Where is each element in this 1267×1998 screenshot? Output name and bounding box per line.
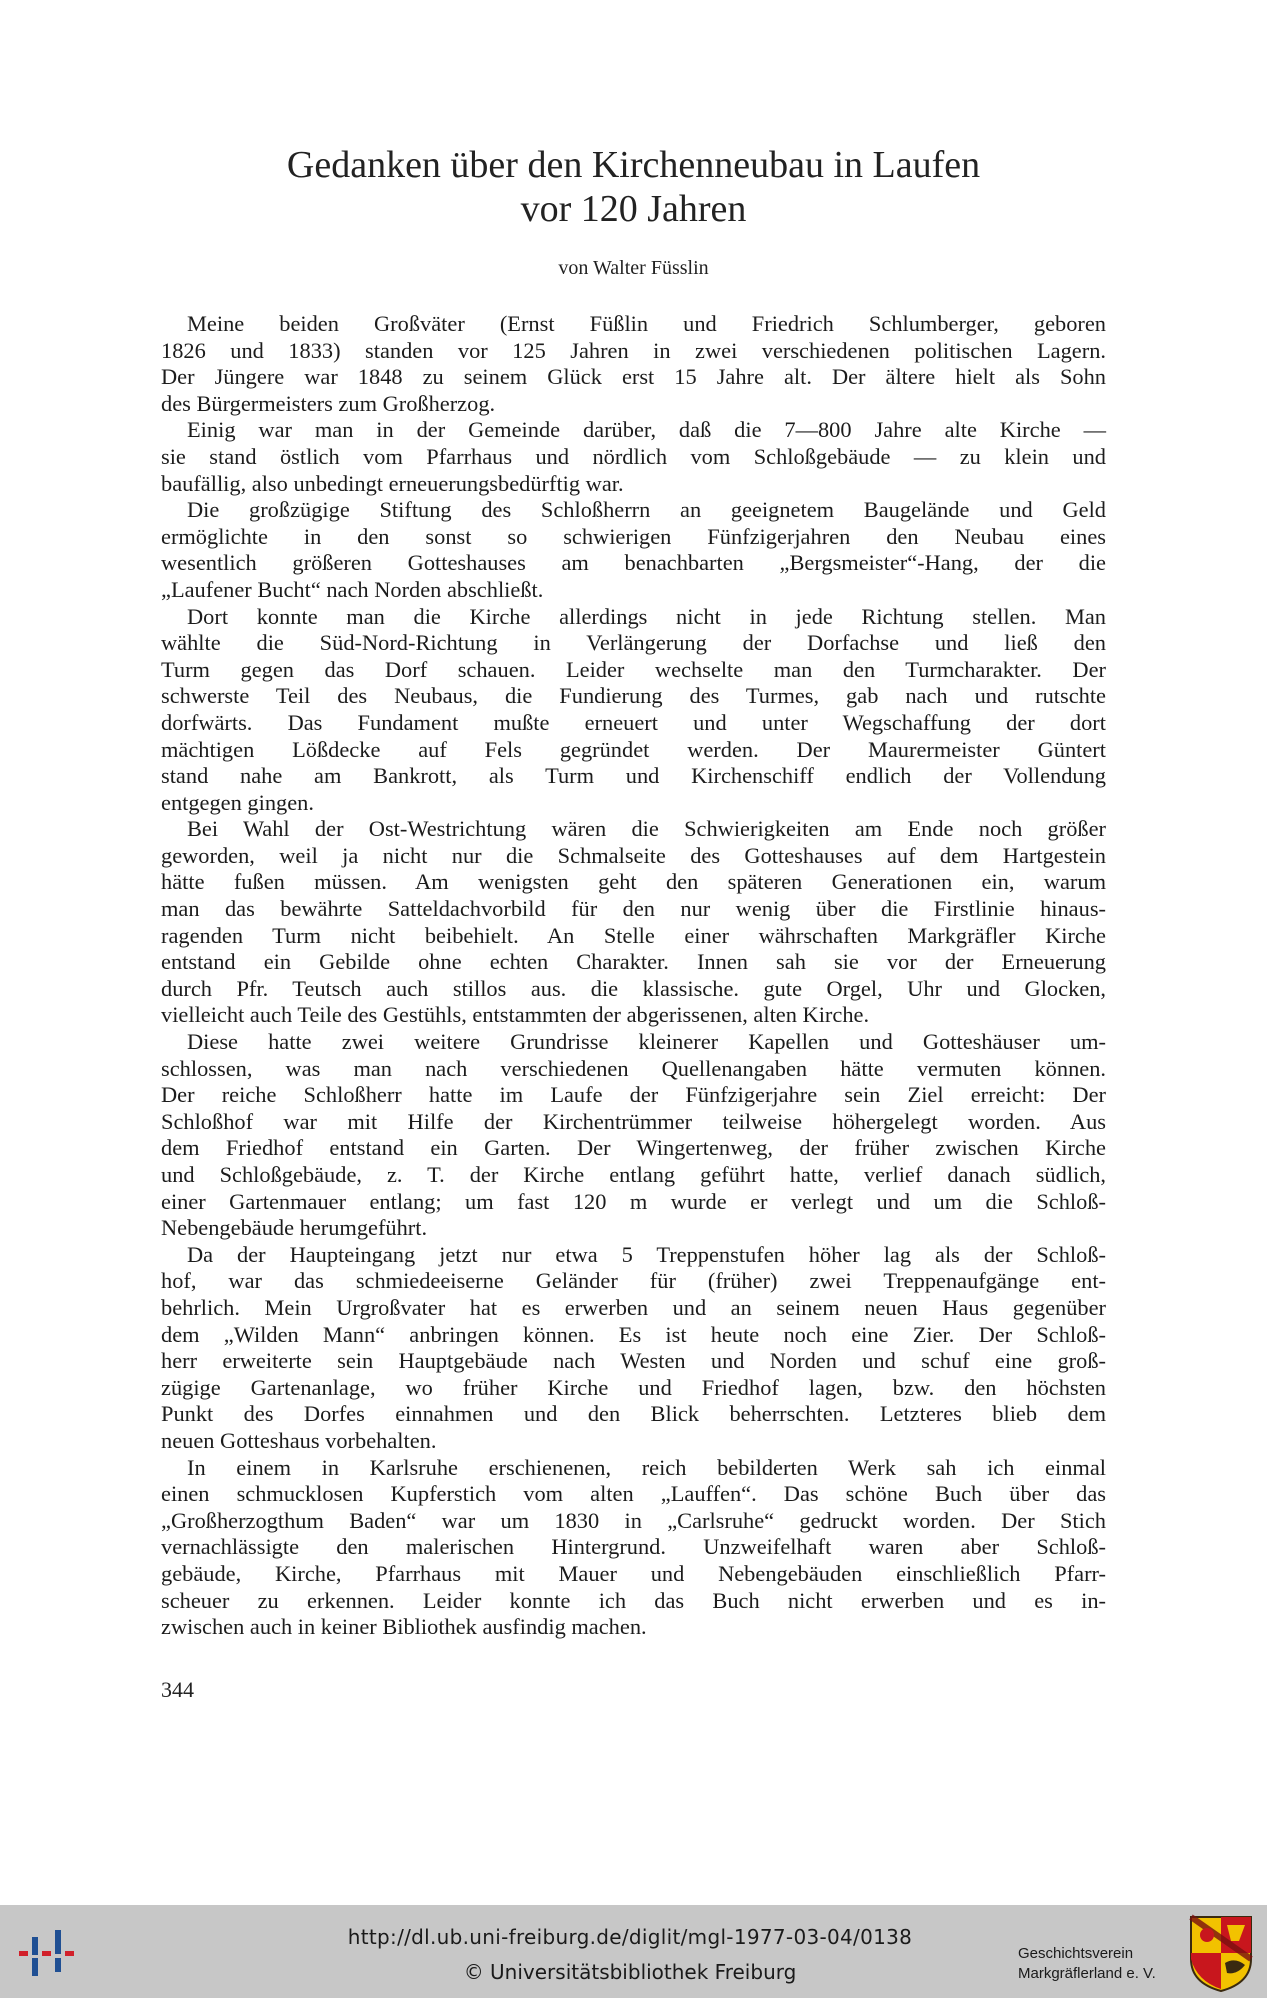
text-line: zwischen auch in keiner Bibliothek ausfindig machen. [161, 1614, 647, 1640]
text-line: man das bewährte Satteldachvorbild für den nur wenig über die Firstlinie hinaus- [161, 896, 1106, 922]
text-line: neuen Gotteshaus vorbehalten. [161, 1427, 437, 1453]
footer-url-link[interactable]: http://dl.ub.uni-freiburg.de/diglit/mgl-1977-03-04/0138 [347, 1925, 913, 1949]
text-line: Da der Haupteingang jetzt nur etwa 5 Treppenstufen höher lag als der Schloß- [187, 1241, 1106, 1267]
text-line: sie stand östlich vom Pfarrhaus und nördlich vom Schloßgebäude — zu klein und [161, 443, 1106, 469]
text-line: stand nahe am Bankrott, als Turm und Kirchenschiff endlich der Vollendung [161, 763, 1106, 789]
text-line: entstand ein Gebilde ohne echten Charakter. Innen sah sie vor der Erneuerung [161, 949, 1106, 975]
text-line: gebäude, Kirche, Pfarrhaus mit Mauer und Nebengebäuden einschließlich Pfarr- [161, 1560, 1106, 1586]
text-line: hof, war das schmiedeeiserne Geländer für (früher) zwei Treppenaufgänge ent- [161, 1268, 1106, 1294]
text-line: In einem in Karlsruhe erschienenen, reich bebilderten Werk sah ich einmal [187, 1454, 1106, 1480]
text-line: dorfwärts. Das Fundament mußte erneuert und unter Wegschaffung der dort [161, 709, 1106, 735]
article-title-line1: Gedanken über den Kirchenneubau in Laufen [286, 144, 981, 186]
text-line: ragenden Turm nicht beibehielt. An Stelle einer währschaften Markgräfler Kirche [161, 922, 1106, 948]
society-line2: Markgräflerland e. V. [1018, 1965, 1156, 1982]
text-line: baufällig, also unbedingt erneuerungsbedürftig war. [161, 470, 624, 496]
article-title-line2: vor 120 Jahren [520, 188, 747, 230]
text-line: zügige Gartenanlage, wo früher Kirche und Friedhof lagen, bzw. den höchsten [161, 1374, 1106, 1400]
coat-of-arms-icon [1187, 1913, 1255, 1993]
text-line: „Großherzogthum Baden“ war um 1830 in „Carlsruhe“ gedruckt worden. Der Stich [161, 1507, 1106, 1533]
footer-society-name [1018, 1944, 1178, 1984]
footer-copyright: © Universitätsbibliothek Freiburg [463, 1960, 797, 1984]
text-line: des Bürgermeisters zum Großherzog. [161, 390, 496, 416]
article-author: von Walter Füsslin [558, 257, 709, 279]
text-line: wählte die Süd-Nord-Richtung in Verlängerung der Dorfachse und ließ den [161, 630, 1106, 656]
text-line: Punkt des Dorfes einnahmen und den Blick beherrschten. Letzteres blieb dem [161, 1401, 1106, 1427]
text-line: wesentlich größeren Gotteshauses am benachbarten „Bergsmeister“-Hang, der die [161, 550, 1106, 576]
text-line: geworden, weil ja nicht nur die Schmalseite des Gotteshauses auf dem Hartgestein [161, 842, 1106, 868]
text-line: Der reiche Schloßherr hatte im Laufe der Fünfzigerjahre sein Ziel erreicht: Der [161, 1082, 1106, 1108]
text-line: hätte fußen müssen. Am wenigsten geht den späteren Generationen ein, warum [161, 869, 1106, 895]
text-line: Dort konnte man die Kirche allerdings nicht in jede Richtung stellen. Man [187, 603, 1106, 629]
text-line: scheuer zu erkennen. Leider konnte ich das Buch nicht erwerben und es in- [161, 1587, 1106, 1613]
text-line: dem „Wilden Mann“ anbringen können. Es ist heute noch eine Zier. Der Schloß- [161, 1321, 1106, 1347]
article-title [0, 143, 1267, 231]
text-line: einer Gartenmauer entlang; um fast 120 m wurde er verlegt und um die Schloß- [161, 1188, 1106, 1214]
text-line: 1826 und 1833) standen vor 125 Jahren in zwei verschiedenen politischen Lagern. [161, 337, 1106, 363]
text-line: dem Friedhof entstand ein Garten. Der Wingertenweg, der früher zwischen Kirche [161, 1135, 1106, 1161]
society-line1: Geschichtsverein [1018, 1945, 1134, 1962]
text-line: Nebengebäude herumgeführt. [161, 1215, 428, 1241]
text-line: herr erweiterte sein Hauptgebäude nach Westen und Norden und schuf eine groß- [161, 1348, 1106, 1374]
text-line: schlossen, was man nach verschiedenen Quellenangaben hätte vermuten können. [161, 1055, 1106, 1081]
ub-freiburg-logo-icon[interactable] [18, 1927, 78, 1979]
text-line: mächtigen Lößdecke auf Fels gegründet werden. Der Maurermeister Güntert [161, 736, 1106, 762]
text-line: Diese hatte zwei weitere Grundrisse kleinerer Kapellen und Gotteshäuser um- [187, 1029, 1106, 1055]
text-line: behrlich. Mein Urgroßvater hat es erwerben und an seinem neuen Haus gegenüber [161, 1294, 1106, 1320]
text-line: Turm gegen das Dorf schauen. Leider wechselte man den Turmcharakter. Der [161, 656, 1106, 682]
text-line: vernachlässigte den malerischen Hintergrund. Unzweifelhaft waren aber Schloß- [161, 1534, 1106, 1560]
text-line: entgegen gingen. [161, 789, 314, 815]
text-line: Einig war man in der Gemeinde darüber, daß die 7—800 Jahre alte Kirche — [187, 417, 1106, 443]
page-number: 344 [161, 1677, 194, 1702]
text-line: vielleicht auch Teile des Gestühls, entstammten der abgerissenen, alten Kirche. [161, 1002, 870, 1028]
text-line: „Laufener Bucht“ nach Norden abschließt. [161, 576, 544, 602]
text-line: Schloßhof war mit Hilfe der Kirchentrümmer teilweise höhergelegt worden. Aus [161, 1108, 1106, 1134]
footer-bar [0, 1905, 1267, 1998]
article-body [161, 311, 1106, 1641]
text-line: ermöglichte in den sonst so schwierigen Fünfzigerjahren den Neubau eines [161, 523, 1106, 549]
text-line: Die großzügige Stiftung des Schloßherrn an geeignetem Baugelände und Geld [187, 497, 1106, 523]
text-line: durch Pfr. Teutsch auch stillos aus. die klassische. gute Orgel, Uhr und Glocken, [161, 975, 1106, 1001]
text-line: schwerste Teil des Neubaus, die Fundierung des Turmes, gab nach und rutschte [161, 683, 1106, 709]
text-line: und Schloßgebäude, z. T. der Kirche entlang geführt hatte, verlief danach südlich, [161, 1162, 1106, 1187]
text-line: Der Jüngere war 1848 zu seinem Glück erst 15 Jahre alt. Der ältere hielt als Sohn [161, 364, 1106, 390]
text-line: Bei Wahl der Ost-Westrichtung wären die Schwierigkeiten am Ende noch größer [187, 816, 1106, 842]
text-line: einen schmucklosen Kupferstich vom alten „Lauffen“. Das schöne Buch über das [161, 1481, 1106, 1507]
text-line: Meine beiden Großväter (Ernst Füßlin und Friedrich Schlumberger, geboren [187, 311, 1106, 336]
